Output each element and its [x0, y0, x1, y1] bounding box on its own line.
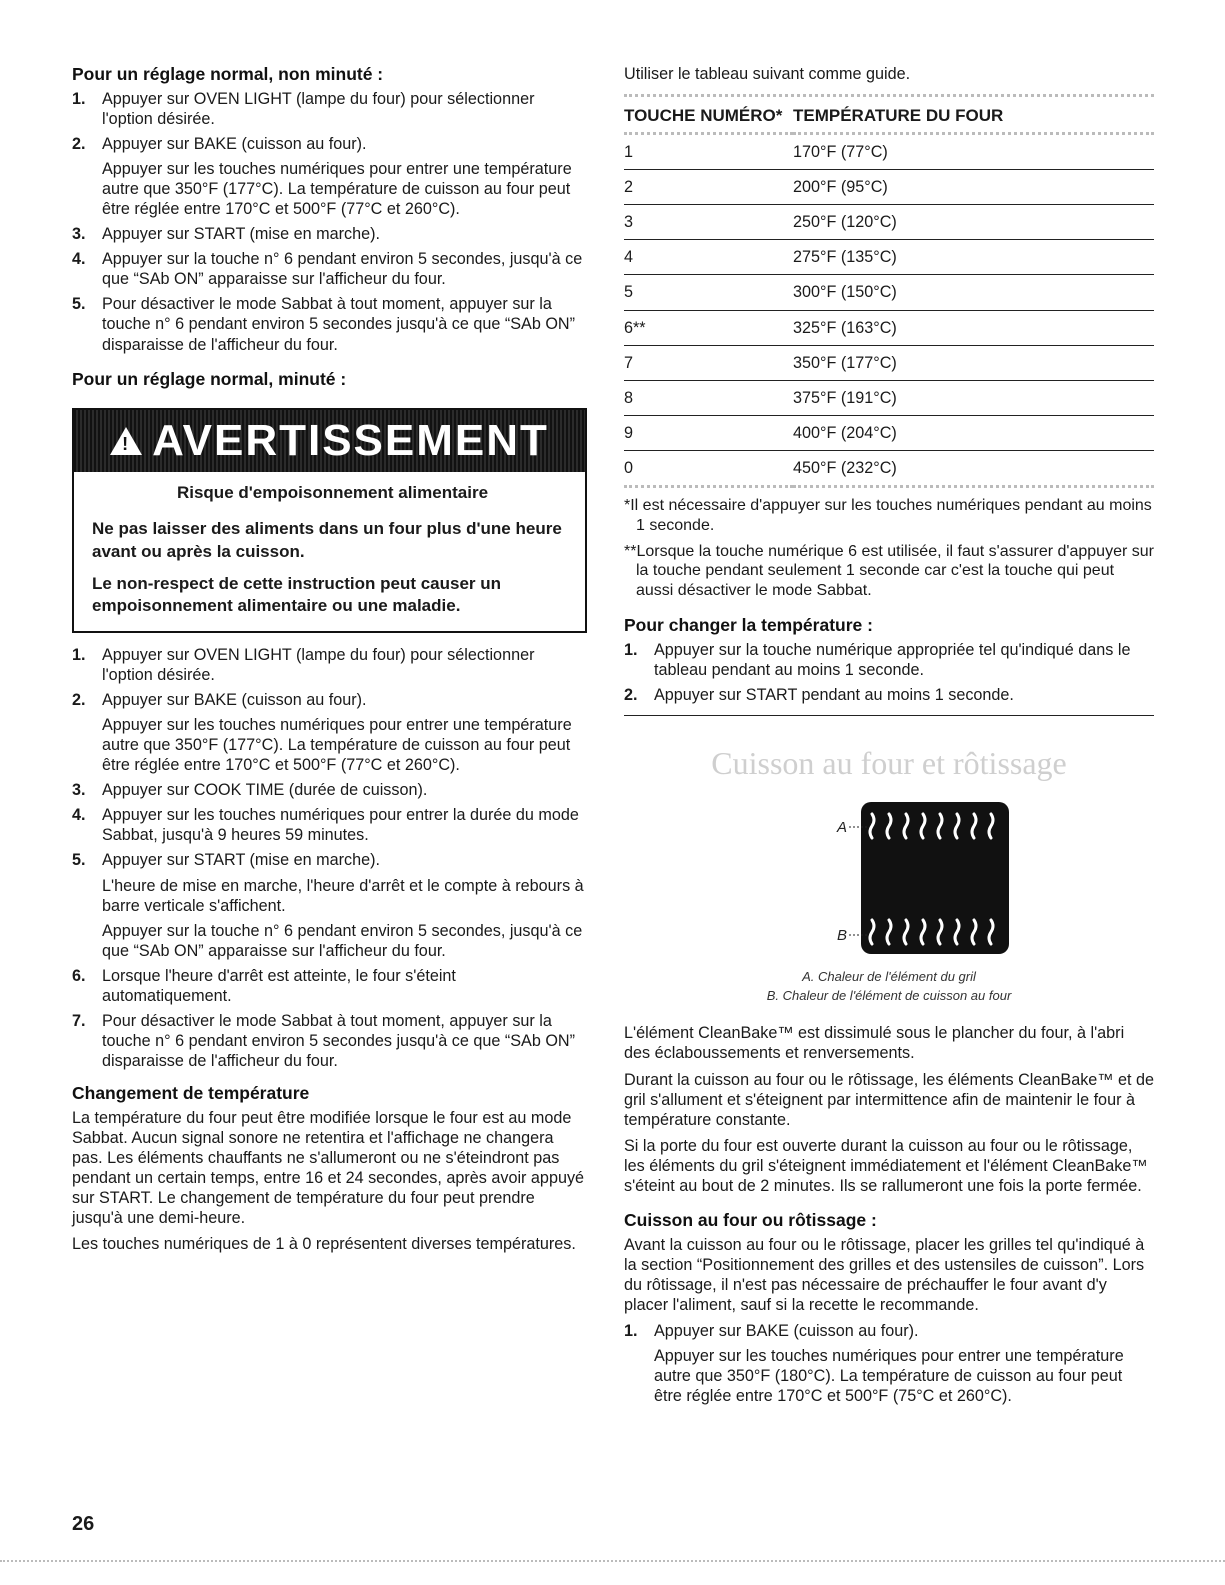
- list-item-text: Appuyer sur les touches numériques pour entrer une température autre que 350°F (177°C). La température de cuisson au four peut être réglée entre 170°C et 500°F (77°C et 260°C).: [102, 716, 572, 775]
- page-number: 26: [72, 1513, 95, 1535]
- warning-header: [74, 410, 585, 472]
- temperature-table-body: [624, 134, 1154, 487]
- temperature-cell: 275°F (135°C): [793, 240, 1154, 275]
- list-item-number: 5.: [72, 295, 86, 314]
- list-item-number: 7.: [72, 1012, 86, 1031]
- temperature-cell: 170°F (77°C): [793, 134, 1154, 170]
- list-item: [72, 966, 587, 1006]
- list-item-text: Appuyer sur la touche n° 6 pendant environ 5 secondes, jusqu'à ce que “SAb ON” apparaisse sur l'afficheur du four.: [102, 250, 583, 289]
- list-item: [624, 640, 1154, 680]
- label-b: B: [837, 926, 848, 944]
- warning-box: [72, 408, 587, 632]
- list-item: [72, 224, 587, 244]
- list-item-text: Appuyer sur BAKE (cuisson au four).: [102, 690, 367, 709]
- oven-cavity: [861, 802, 1009, 954]
- warning-title: AVERTISSEMENT: [152, 416, 549, 466]
- table-row: [624, 345, 1154, 380]
- list-item-text: Appuyer sur les touches numériques pour entrer une température autre que 350°F (180°C). La température de cuisson au four peut être réglée entre 170°C et 500°F (75°C et 260°C).: [654, 1347, 1124, 1406]
- list-item-text: Pour désactiver le mode Sabbat à tout moment, appuyer sur la touche n° 6 pendant environ 5 secondes jusqu'à ce que “SAb ON” disparaisse de l'afficheur du four.: [102, 295, 576, 354]
- key-number-cell: 6**: [624, 310, 793, 345]
- list-item-text: Appuyer sur la touche n° 6 pendant environ 5 secondes, jusqu'à ce que “SAb ON” apparaisse sur l'afficheur du four.: [102, 921, 583, 960]
- temperature-cell: 450°F (232°C): [793, 450, 1154, 486]
- table-intro: Utiliser le tableau suivant comme guide.: [624, 65, 911, 83]
- list-item-number: 6.: [72, 966, 86, 985]
- warning-body: [74, 472, 585, 630]
- heading-change-temperature: Pour changer la température :: [624, 615, 873, 636]
- list-item: [72, 249, 587, 289]
- table-row: [624, 310, 1154, 345]
- left-column: [72, 64, 587, 1261]
- temperature-cell: 375°F (191°C): [793, 380, 1154, 415]
- section-divider: [624, 715, 1154, 716]
- label-a: A: [837, 818, 848, 836]
- list-item-text: Appuyer sur OVEN LIGHT (lampe du four) pour sélectionner l'option désirée.: [102, 89, 535, 128]
- list-item-text: Lorsque l'heure d'arrêt est atteinte, le four s'éteint automatiquement.: [102, 966, 456, 1005]
- steps-normal-untimed: [72, 89, 587, 355]
- list-item-text: Appuyer sur BAKE (cuisson au four).: [654, 1321, 919, 1340]
- list-item-number: 1.: [624, 1321, 638, 1340]
- list-item-text: Appuyer sur START pendant au moins 1 seconde.: [654, 685, 1014, 704]
- steps-change-temperature: [624, 640, 1154, 705]
- table-row: [624, 275, 1154, 310]
- temperature-cell: 300°F (150°C): [793, 275, 1154, 310]
- temperature-cell: 200°F (95°C): [793, 170, 1154, 205]
- table-row: [624, 205, 1154, 240]
- note-single-star: *Il est nécessaire d'appuyer sur les touches numériques pendant au moins 1 seconde.: [624, 496, 1152, 534]
- list-item-text: Appuyer sur OVEN LIGHT (lampe du four) pour sélectionner l'option désirée.: [102, 645, 535, 684]
- heading-normal-timed: Pour un réglage normal, minuté :: [72, 368, 347, 389]
- temperature-table: [624, 103, 1154, 488]
- right-column: [624, 64, 1154, 1411]
- table-row: [624, 450, 1154, 486]
- table-row: [624, 380, 1154, 415]
- table-row: [624, 134, 1154, 170]
- temperature-change-paragraph: La température du four peut être modifiée lorsque le four est au mode Sabbat. Aucun signal sonore ne retentira et l'affichage ne changera pas. Les éléments chauffants ne s'allumeront ou ne s'éteindront pas pendant un certain temps, entre 16 et 24 secondes, après avoir appuyé sur START. Le changement de température du four peut prendre jusqu'à une demi-heure.: [72, 1108, 585, 1228]
- caption-b: B. Chaleur de l'élément de cuisson au four: [766, 987, 1012, 1003]
- list-item: [72, 645, 587, 685]
- key-number-cell: 8: [624, 380, 793, 415]
- key-number-cell: 9: [624, 415, 793, 450]
- key-number-cell: 3: [624, 205, 793, 240]
- list-item: [72, 805, 587, 845]
- table-row: [624, 170, 1154, 205]
- list-item: [72, 780, 587, 800]
- table-top-rule: [624, 94, 1154, 97]
- steps-bake-roast: [624, 1321, 1154, 1406]
- heating-elements-diagram: [689, 802, 1089, 962]
- list-item-number: 3.: [72, 781, 86, 800]
- table-row: [624, 415, 1154, 450]
- list-item-number: 1.: [72, 645, 86, 664]
- list-item: [624, 685, 1154, 705]
- heading-normal-untimed: Pour un réglage normal, non minuté :: [72, 64, 384, 84]
- list-item-text: Appuyer sur les touches numériques pour entrer la durée du mode Sabbat, jusqu'à 9 heures 59 minutes.: [102, 806, 579, 845]
- list-item-text: Appuyer sur START (mise en marche).: [102, 225, 380, 244]
- temperature-cell: 325°F (163°C): [793, 310, 1154, 345]
- list-item: [624, 1321, 1154, 1406]
- key-number-cell: 0: [624, 450, 793, 486]
- list-item-number: 5.: [72, 851, 86, 870]
- temperature-cell: 250°F (120°C): [793, 205, 1154, 240]
- list-item: [72, 294, 587, 354]
- bottom-rule: [0, 1560, 1225, 1562]
- cleanbake-paragraph-3: Si la porte du four est ouverte durant la cuisson au four ou le rôtissage, les éléments du gril s'éteignent immédiatement et l'élément CleanBake™ s'éteint au bout de 2 minutes. Ils se rallumeront une fois la porte fermée.: [624, 1136, 1148, 1195]
- list-item-text: Appuyer sur COOK TIME (durée de cuisson).: [102, 781, 428, 800]
- bake-roast-paragraph: Avant la cuisson au four ou le rôtissage, placer les grilles tel qu'indiqué à la section “Positionnement des grilles et des ustensiles de cuisson”. Lors du rôtissage, il n'est pas nécessaire de préchauffer le four avant d'y placer l'aliment, sauf si la recette le recommande.: [624, 1235, 1145, 1314]
- list-item-number: 2.: [72, 134, 86, 153]
- diagram-caption: [624, 968, 1154, 1006]
- numeric-keys-paragraph: Les touches numériques de 1 à 0 représentent diverses températures.: [72, 1235, 576, 1254]
- list-item-number: 2.: [624, 685, 638, 704]
- heading-bake-roast: Cuisson au four ou rôtissage :: [624, 1209, 877, 1230]
- key-number-cell: 5: [624, 275, 793, 310]
- list-item: [72, 134, 587, 219]
- temperature-cell: 400°F (204°C): [793, 415, 1154, 450]
- list-item-text: Appuyer sur les touches numériques pour entrer une température autre que 350°F (177°C). La température de cuisson au four peut être réglée entre 170°C et 500°F (77°C et 260°C).: [102, 159, 572, 219]
- list-item-number: 1.: [624, 640, 638, 659]
- cleanbake-paragraph-1: L'élément CleanBake™ est dissimulé sous le plancher du four, à l'abri des éclaboussements et renversements.: [624, 1024, 1125, 1063]
- caption-a: A. Chaleur de l'élément du gril: [802, 968, 976, 984]
- heading-temperature-change: Changement de température: [72, 1083, 310, 1104]
- list-item-text: Appuyer sur la touche numérique appropriée tel qu'indiqué dans le tableau pendant au moins 1 seconde.: [654, 640, 1131, 679]
- table-header-temperature: TEMPÉRATURE DU FOUR: [793, 103, 1154, 134]
- list-item: [72, 89, 587, 129]
- list-item-number: 3.: [72, 225, 86, 244]
- list-item-number: 2.: [72, 690, 86, 709]
- cleanbake-paragraph-2: Durant la cuisson au four ou le rôtissage, les éléments CleanBake™ et de gril s'allument et s'éteignent par intermittence afin de maintenir le four à température constante.: [624, 1070, 1154, 1129]
- list-item-text: L'heure de mise en marche, l'heure d'arrêt et le compte à rebours à barre verticale s'affichent.: [102, 876, 584, 915]
- list-item-text: Pour désactiver le mode Sabbat à tout moment, appuyer sur la touche n° 6 pendant environ 5 secondes jusqu'à ce que “SAb ON” disparaisse de l'afficheur du four.: [102, 1012, 576, 1071]
- key-number-cell: 7: [624, 345, 793, 380]
- warning-triangle-icon: !: [110, 427, 142, 455]
- steps-normal-timed: [72, 645, 587, 1071]
- list-item-text: Appuyer sur BAKE (cuisson au four).: [102, 134, 367, 153]
- note-double-star: **Lorsque la touche numérique 6 est utilisée, il faut s'assurer d'appuyer sur la touche pendant seulement 1 seconde car c'est la touche qui peut aussi désactiver le mode Sabbat.: [624, 542, 1154, 600]
- oven-diagram-svg: [689, 802, 1089, 962]
- key-number-cell: 2: [624, 170, 793, 205]
- list-item: [72, 850, 587, 960]
- list-item-number: 4.: [72, 250, 86, 269]
- list-item-number: 1.: [72, 89, 86, 108]
- list-item-number: 4.: [72, 806, 86, 825]
- list-item: [72, 1011, 587, 1071]
- table-notes: [624, 496, 1154, 601]
- section-title: Cuisson au four et rôtissage: [711, 745, 1067, 781]
- list-item-text: Appuyer sur START (mise en marche).: [102, 851, 380, 870]
- table-header-key: TOUCHE NUMÉRO*: [624, 103, 793, 134]
- key-number-cell: 1: [624, 134, 793, 170]
- warning-line-2: Le non-respect de cette instruction peut causer un empoisonnement alimentaire ou une maladie.: [92, 573, 502, 615]
- table-row: [624, 240, 1154, 275]
- key-number-cell: 4: [624, 240, 793, 275]
- temperature-cell: 350°F (177°C): [793, 345, 1154, 380]
- list-item: [72, 690, 587, 775]
- warning-subtitle: Risque d'empoisonnement alimentaire: [176, 483, 489, 503]
- warning-line-1: Ne pas laisser des aliments dans un four plus d'une heure avant ou après la cuisson.: [92, 519, 562, 561]
